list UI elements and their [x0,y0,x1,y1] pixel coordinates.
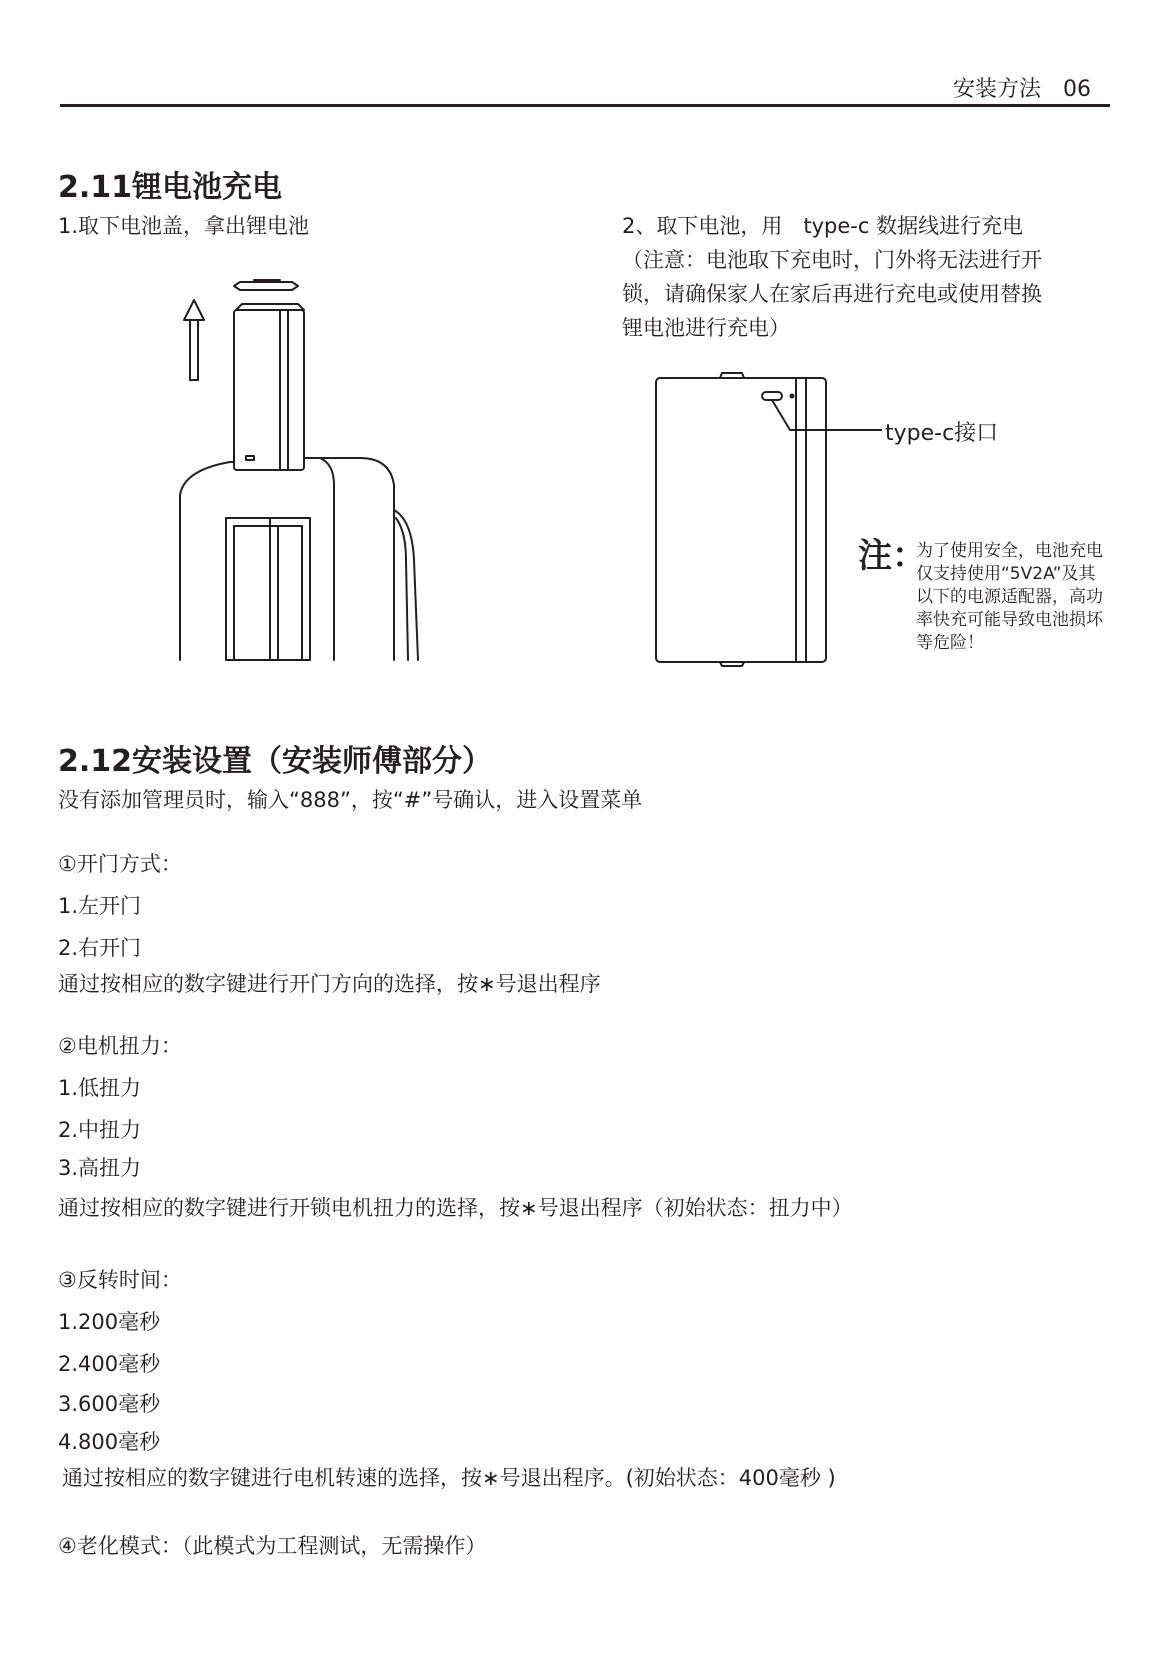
note-line: 为了使用安全，电池充电 [916,541,1103,561]
typec-port-icon [762,392,782,400]
battery-icon [234,304,304,470]
reverse-option: 4.800毫秒 [58,1430,161,1454]
note-line: 仅支持使用“5V2A”及其 [916,564,1096,584]
header-rule [60,104,1110,107]
typec-callout-label: type-c接口 [885,421,999,446]
intro-text: 没有添加管理员时，输入“888”，按“#”号确认，进入设置菜单 [58,788,643,812]
reverse-option: 2.400毫秒 [58,1352,161,1376]
torque-desc: 通过按相应的数字键进行开锁电机扭力的选择，按∗号退出程序（初始状态：扭力中） [58,1196,853,1220]
note-line: 率快充可能导致电池损坏 [916,610,1103,630]
section-2-11-title: 2.11锂电池充电 [58,170,283,205]
aging-heading: ④老化模式：（此模式为工程测试，无需操作） [58,1534,487,1558]
step1-text: 1.取下电池盖，拿出锂电池 [58,214,310,238]
reverse-option: 3.600毫秒 [58,1392,161,1416]
step2-line: 锂电池进行充电） [622,316,790,340]
door-option: 2.右开门 [58,936,142,960]
note-line: 等危险！ [916,633,984,653]
reverse-heading: ③反转时间： [58,1268,182,1292]
step2-line: （注意：电池取下充电时，门外将无法进行开 [622,248,1042,272]
battery-cover-icon [234,282,298,290]
reverse-option: 1.200毫秒 [58,1310,161,1334]
note-line: 以下的电源适配器，高功 [916,587,1103,607]
step2-line: 锁，请确保家人在家后再进行充电或使用替换 [622,282,1042,306]
note-mark: 注： [858,536,926,576]
torque-heading: ②电机扭力： [58,1034,182,1058]
page-number: 06 [1063,77,1091,102]
torque-option: 2.中扭力 [58,1118,142,1142]
torque-option: 1.低扭力 [58,1076,142,1100]
step2-line: 2、取下电池，用 type-c 数据线进行充电 [622,214,1024,238]
note-text [916,540,1136,655]
reverse-desc: 通过按相应的数字键进行电机转速的选择，按∗号退出程序。(初始状态：400毫秒 ) [62,1466,836,1490]
door-desc: 通过按相应的数字键进行开门方向的选择，按∗号退出程序 [58,972,601,996]
torque-option: 3.高扭力 [58,1156,142,1180]
door-heading: ①开门方式： [58,852,182,876]
door-option: 1.左开门 [58,894,142,918]
lock-battery-illustration [170,270,450,665]
header-section: 安装方法 [952,77,1041,102]
page-header [953,72,1091,103]
section-2-12-title: 2.12安装设置（安装师傅部分） [58,744,493,779]
up-arrow-icon [184,300,204,380]
